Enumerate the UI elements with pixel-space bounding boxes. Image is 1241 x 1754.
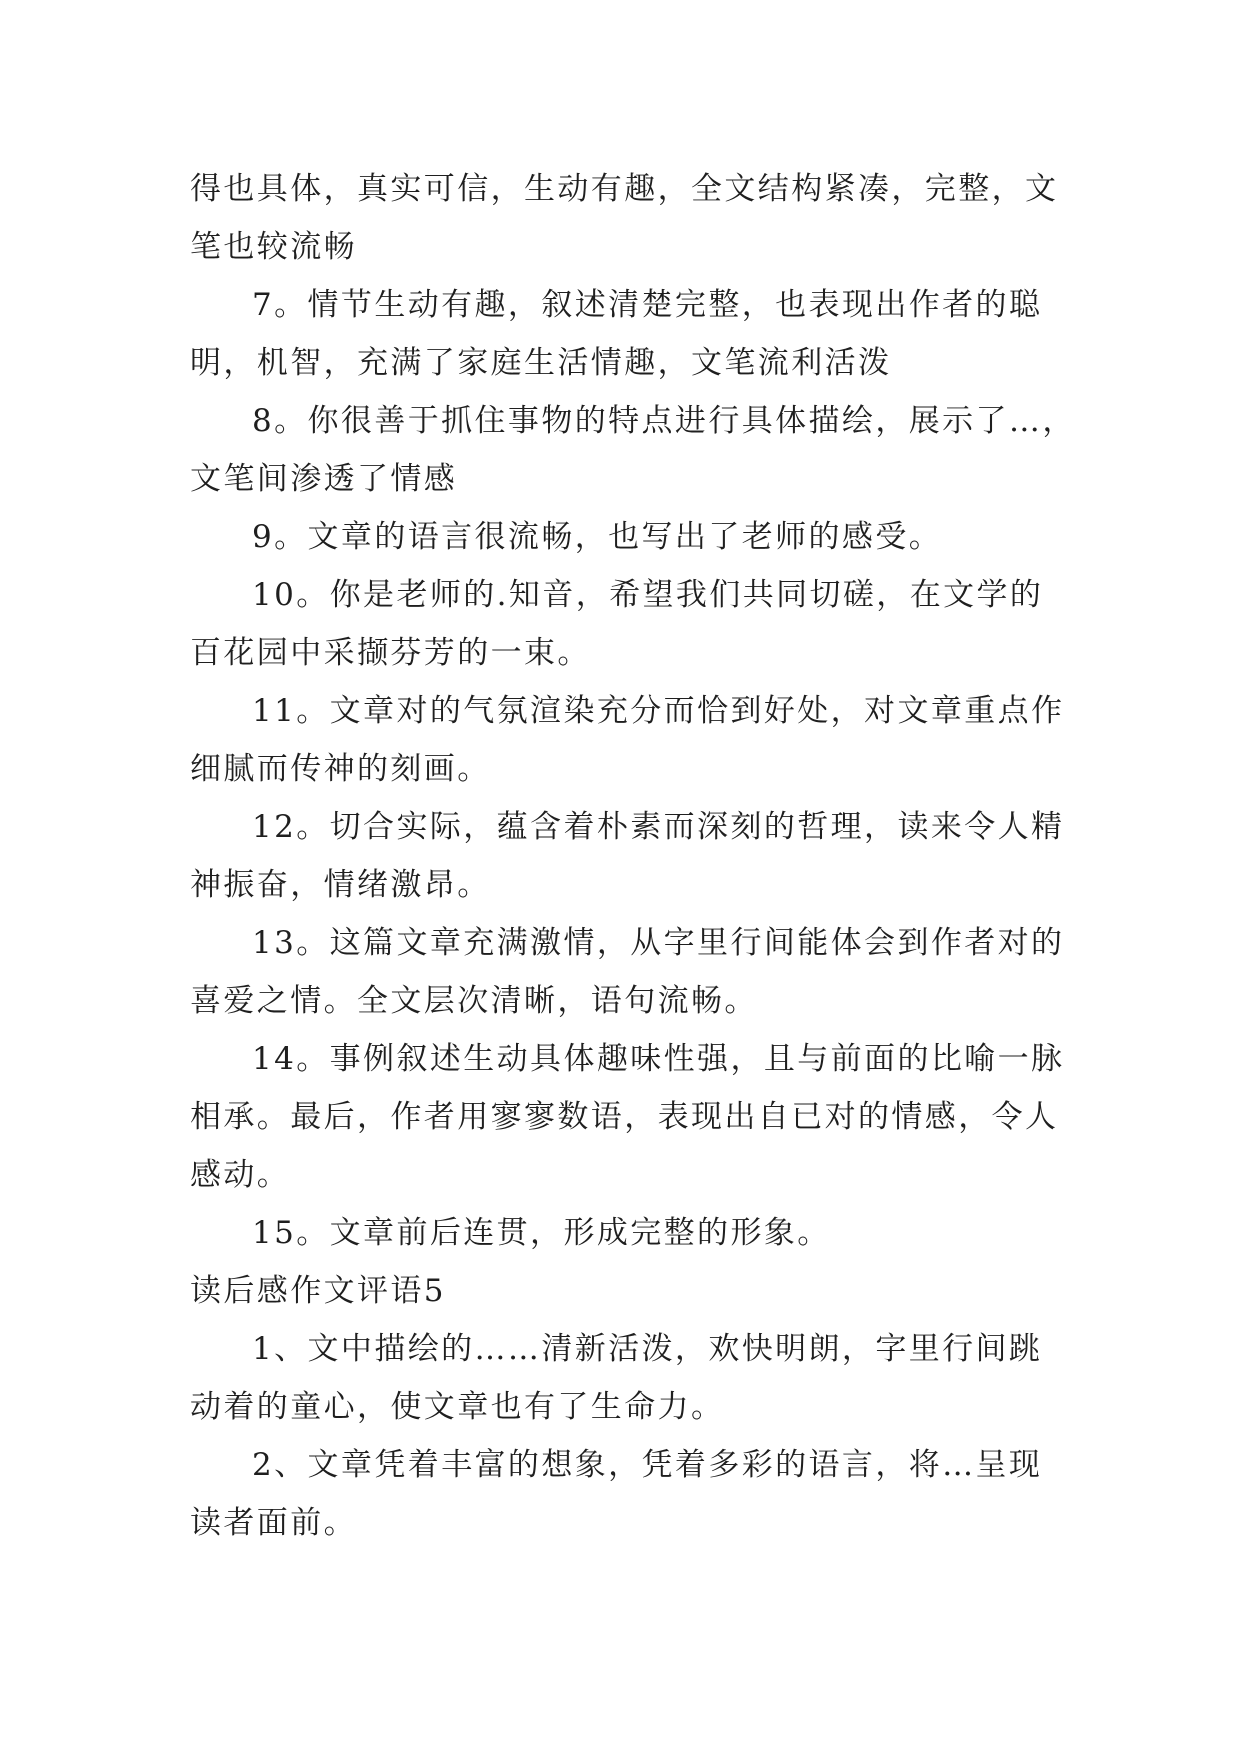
text-line: 明，机智，充满了家庭生活情趣，文笔流利活泼	[190, 345, 892, 381]
list-item-11: 11。文章对的气氛渲染充分而恰到好处，对文章重点作	[252, 693, 1065, 729]
list-item-9: 9。文章的语言很流畅，也写出了老师的感受。	[252, 519, 943, 555]
list-item-12: 12。切合实际，蕴含着朴素而深刻的哲理，读来令人精	[252, 809, 1065, 845]
list-item-14: 14。事例叙述生动具体趣味性强，且与前面的比喻一脉	[252, 1041, 1065, 1077]
text-line: 文笔间渗透了情感	[190, 461, 458, 497]
list-item-15: 15。文章前后连贯，形成完整的形象。	[252, 1215, 831, 1251]
text-line: 喜爱之情。全文层次清晰，语句流畅。	[190, 983, 758, 1019]
text-line: 得也具体，真实可信，生动有趣，全文结构紧凑，完整，文	[190, 171, 1059, 207]
text-line: 动着的童心，使文章也有了生命力。	[190, 1389, 725, 1425]
text-line: 读者面前。	[190, 1505, 357, 1541]
list-item-7: 7。情节生动有趣，叙述清楚完整，也表现出作者的聪	[252, 287, 1043, 323]
list-item-2: 2、文章凭着丰富的想象，凭着多彩的语言，将…呈现	[252, 1447, 1043, 1483]
text-line: 笔也较流畅	[190, 229, 357, 265]
text-line: 相承。最后，作者用寥寥数语，表现出自已对的情感，令人	[190, 1099, 1059, 1135]
document-page	[190, 160, 1076, 1552]
text-line: 感动。	[190, 1157, 291, 1193]
list-item-1: 1、文中描绘的……清新活泼，欢快明朗，字里行间跳	[252, 1331, 1043, 1367]
section-heading: 读后感作文评语5	[190, 1273, 446, 1309]
text-line: 神振奋，情绪激昂。	[190, 867, 491, 903]
text-line: 百花园中采撷芬芳的一束。	[190, 635, 591, 671]
list-item-8: 8。你很善于抓住事物的特点进行具体描绘，展示了…，	[252, 403, 1076, 439]
list-item-13: 13。这篇文章充满激情，从字里行间能体会到作者对的	[252, 925, 1065, 961]
text-line: 细腻而传神的刻画。	[190, 751, 491, 787]
list-item-10: 10。你是老师的.知音，希望我们共同切磋，在文学的	[252, 577, 1044, 613]
